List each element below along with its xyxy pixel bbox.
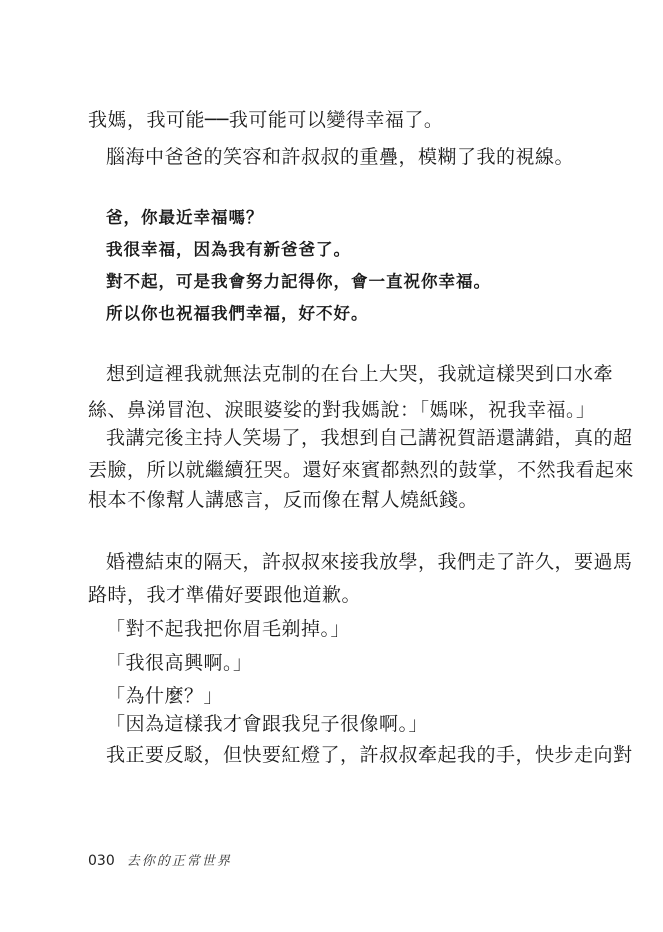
dialogue-line: 「我很高興啊。」 [106,652,253,674]
paragraph-line: 丟臉，所以就繼續狂哭。還好來賓都熱烈的鼓掌，不然我看起來 [88,459,635,481]
paragraph-line: 我講完後主持人笑場了，我想到自己講祝賀語還講錯，真的超 [106,427,633,449]
paragraph-line: 婚禮結束的隔天，許叔叔來接我放學，我們走了許久，要過馬 [106,551,633,573]
paragraph-line: 我正要反駁，但快要紅燈了，許叔叔牽起我的手，快步走向對 [106,744,633,766]
paragraph-line: 路時，我才準備好要跟他道歉。 [88,584,362,606]
running-title: 去你的正常世界 [126,854,232,869]
paragraph-line: 根本不像幫人講感言，反而像在幫人燒紙錢。 [88,489,479,511]
paragraph-line: 我媽，我可能──我可能可以變得幸福了。 [88,109,444,131]
page-footer [88,850,232,872]
dialogue-line: 「對不起我把你眉毛剃掉。」 [106,618,351,640]
letter-line: 所以你也祝福我們幸福，好不好。 [106,304,369,323]
letter-line: 我很幸福，因為我有新爸爸了。 [106,240,351,259]
paragraph-line: 絲、鼻涕冒泡、淚眼婆娑的對我媽說：「媽咪，祝我幸福。」 [88,399,596,421]
letter-line: 對不起，可是我會努力記得你，會一直祝你幸福。 [106,272,491,291]
paragraph-line: 想到這裡我就無法克制的在台上大哭，我就這樣哭到口水牽 [106,363,614,385]
dialogue-line: 「因為這樣我才會跟我兒子很像啊。」 [106,713,429,735]
dialogue-line: 「為什麼？」 [106,685,224,707]
paragraph-line: 腦海中爸爸的笑容和許叔叔的重疊，模糊了我的視線。 [106,146,575,168]
page-number: 030 [88,853,115,869]
letter-line: 爸，你最近幸福嗎？ [106,208,264,227]
